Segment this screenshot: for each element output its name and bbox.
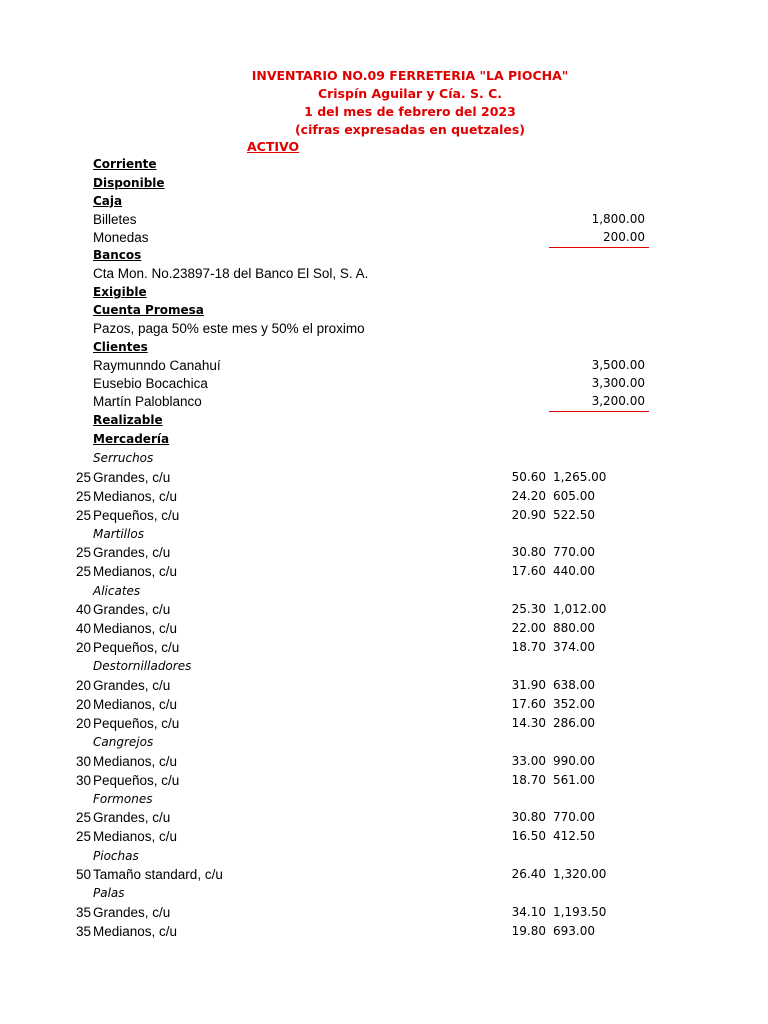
- item-total: 522.50: [553, 507, 595, 522]
- cuenta-promesa-heading: Cuenta Promesa: [93, 303, 204, 317]
- item-total: 638.00: [553, 677, 595, 692]
- item-total: 605.00: [553, 488, 595, 503]
- item-total: 440.00: [553, 564, 595, 579]
- inventory-item-row: [0, 716, 768, 735]
- cliente-row: [0, 358, 768, 377]
- item-unit-price: 18.70: [511, 772, 546, 787]
- item-total: 770.00: [553, 545, 595, 560]
- inventory-item-row: [0, 564, 768, 583]
- inventory-item-row: [0, 470, 768, 489]
- realizable-row: [0, 413, 768, 432]
- category-label: Martillos: [93, 526, 144, 541]
- item-description: Medianos, c/u: [93, 488, 178, 504]
- item-description: Tamaño standard, c/u: [93, 867, 223, 882]
- billetes-label: Billetes: [93, 212, 137, 227]
- inventory-item-row: [0, 640, 768, 659]
- monedas-label: Monedas: [93, 230, 149, 245]
- inventory-item-row: [0, 810, 768, 829]
- category-row: [0, 659, 768, 678]
- subtotal-underline: [549, 411, 649, 412]
- realizable-heading: Realizable: [93, 413, 163, 427]
- item-unit-price: 34.10: [511, 904, 546, 919]
- item-unit-price: 25.30: [511, 602, 546, 616]
- item-unit-price: 17.60: [511, 564, 546, 579]
- item-description: Grandes, c/u: [93, 904, 171, 920]
- item-total: 352.00: [553, 696, 595, 711]
- item-quantity: 40: [75, 602, 91, 617]
- category-row: [0, 792, 768, 811]
- item-description: Medianos, c/u: [93, 923, 178, 939]
- item-unit-price: 19.80: [511, 923, 546, 938]
- exigible-heading: Exigible: [93, 285, 147, 299]
- item-total: 1,193.50: [553, 904, 607, 919]
- item-total: 770.00: [553, 810, 595, 825]
- inventory-item-row: [0, 602, 768, 621]
- item-description: Pequeños, c/u: [93, 507, 180, 523]
- item-total: 374.00: [553, 640, 595, 655]
- monedas-row: [0, 230, 768, 249]
- mercaderia-row: [0, 432, 768, 451]
- item-total: 412.50: [553, 829, 595, 844]
- category-label: Destornilladores: [93, 659, 192, 674]
- cliente-row: [0, 394, 768, 413]
- exigible-row: [0, 285, 768, 304]
- item-unit-price: 30.80: [511, 810, 546, 825]
- item-description: Grandes, c/u: [93, 810, 171, 826]
- item-unit-price: 50.60: [511, 469, 546, 484]
- item-unit-price: 24.20: [511, 488, 546, 503]
- inventory-item-row: [0, 621, 768, 640]
- caja-row: [0, 194, 768, 213]
- inventory-item-row: [0, 829, 768, 848]
- billetes-amount: 1,800.00: [591, 212, 645, 226]
- item-unit-price: 31.90: [511, 677, 546, 692]
- category-row: [0, 584, 768, 603]
- item-description: Medianos, c/u: [93, 564, 178, 580]
- inventory-item-row: [0, 678, 768, 697]
- item-description: Pequeños, c/u: [93, 716, 180, 731]
- item-description: Medianos, c/u: [93, 696, 178, 712]
- corriente-row: [0, 157, 768, 176]
- item-description: Grandes, c/u: [93, 677, 171, 693]
- item-description: Medianos, c/u: [93, 829, 178, 845]
- inventory-item-row: [0, 545, 768, 564]
- item-total: 561.00: [553, 772, 595, 787]
- inventory-item-row: [0, 754, 768, 773]
- item-total: 1,012.00: [553, 602, 607, 616]
- inventory-item-row: [0, 905, 768, 924]
- item-description: Medianos, c/u: [93, 753, 178, 769]
- item-quantity: 20: [75, 696, 91, 712]
- item-unit-price: 22.00: [511, 621, 546, 636]
- inventory-item-row: [0, 924, 768, 943]
- category-row: [0, 849, 768, 868]
- item-total: 1,265.00: [553, 469, 607, 484]
- cliente-label: Martín Paloblanco: [93, 394, 202, 409]
- inventory-item-row: [0, 867, 768, 886]
- cta-row: [0, 266, 768, 285]
- cliente-amount: 3,300.00: [591, 376, 645, 390]
- category-row: [0, 735, 768, 754]
- item-description: Grandes, c/u: [93, 545, 171, 561]
- inventory-item-row: [0, 489, 768, 508]
- item-quantity: 40: [75, 621, 91, 637]
- item-unit-price: 30.80: [511, 545, 546, 560]
- billetes-row: [0, 212, 768, 231]
- item-quantity: 30: [75, 772, 91, 788]
- item-total: 880.00: [553, 621, 595, 636]
- item-description: Grandes, c/u: [93, 469, 171, 485]
- cliente-amount: 3,500.00: [591, 358, 645, 372]
- item-quantity: 20: [75, 716, 91, 731]
- inventory-item-row: [0, 508, 768, 527]
- inventory-item-row: [0, 697, 768, 716]
- item-unit-price: 26.40: [511, 867, 546, 881]
- category-label: Palas: [93, 886, 125, 901]
- clientes-heading: Clientes: [93, 340, 148, 354]
- document-date: 1 del mes de febrero del 2023: [304, 104, 516, 119]
- item-quantity: 20: [75, 677, 91, 693]
- inventory-item-row: [0, 773, 768, 792]
- disponible-heading: Disponible: [93, 176, 165, 190]
- item-unit-price: 33.00: [511, 753, 546, 768]
- item-description: Medianos, c/u: [93, 621, 178, 637]
- category-row: [0, 886, 768, 905]
- item-description: Pequeños, c/u: [93, 772, 180, 788]
- item-description: Pequeños, c/u: [93, 640, 180, 656]
- item-description: Grandes, c/u: [93, 602, 171, 617]
- category-row: [0, 451, 768, 470]
- cliente-row: [0, 376, 768, 395]
- category-label: Piochas: [93, 848, 139, 863]
- item-unit-price: 17.60: [511, 696, 546, 711]
- category-label: Cangrejos: [93, 735, 154, 750]
- pazos-row: [0, 321, 768, 340]
- category-label: Formones: [93, 791, 153, 806]
- item-unit-price: 14.30: [511, 716, 546, 730]
- item-quantity: 35: [75, 904, 91, 920]
- cliente-label: Eusebio Bocachica: [93, 376, 208, 391]
- cliente-label: Raymunndo Canahuí: [93, 358, 221, 373]
- item-quantity: 30: [75, 753, 91, 769]
- mercaderia-heading: Mercadería: [93, 432, 170, 446]
- category-label: Alicates: [93, 583, 141, 598]
- item-quantity: 25: [75, 469, 91, 485]
- monedas-amount: 200.00: [603, 230, 645, 244]
- item-total: 1,320.00: [553, 867, 607, 881]
- document-title: INVENTARIO NO.09 FERRETERIA "LA PIOCHA": [251, 68, 569, 83]
- item-quantity: 25: [75, 810, 91, 826]
- currency-note: (cifras expresadas en quetzales): [294, 122, 526, 137]
- bank-account-label: Cta Mon. No.23897-18 del Banco El Sol, S. A.: [93, 266, 369, 281]
- disponible-row: [0, 176, 768, 195]
- item-quantity: 25: [75, 507, 91, 523]
- caja-heading: Caja: [93, 194, 123, 208]
- category-label: Serruchos: [93, 451, 154, 465]
- item-quantity: 35: [75, 923, 91, 939]
- item-quantity: 25: [75, 488, 91, 504]
- bancos-heading: Bancos: [93, 248, 142, 262]
- clientes-row: [0, 340, 768, 359]
- item-total: 990.00: [553, 753, 595, 768]
- cliente-amount: 3,200.00: [591, 394, 645, 408]
- item-unit-price: 20.90: [511, 507, 546, 522]
- item-quantity: 25: [75, 564, 91, 580]
- cuenta-promesa-row: [0, 303, 768, 322]
- pazos-label: Pazos, paga 50% este mes y 50% el proximo: [93, 321, 365, 336]
- category-row: [0, 527, 768, 546]
- item-quantity: 50: [75, 867, 91, 882]
- item-quantity: 20: [75, 640, 91, 656]
- company-name: Crispín Aguilar y Cía. S. C.: [317, 86, 503, 101]
- item-unit-price: 16.50: [511, 829, 546, 844]
- item-quantity: 25: [75, 545, 91, 561]
- item-total: 286.00: [553, 716, 595, 730]
- item-unit-price: 18.70: [511, 640, 546, 655]
- item-quantity: 25: [75, 829, 91, 845]
- item-total: 693.00: [553, 923, 595, 938]
- bancos-row: [0, 248, 768, 267]
- activo-heading: ACTIVO: [247, 139, 300, 154]
- corriente-heading: Corriente: [93, 157, 157, 171]
